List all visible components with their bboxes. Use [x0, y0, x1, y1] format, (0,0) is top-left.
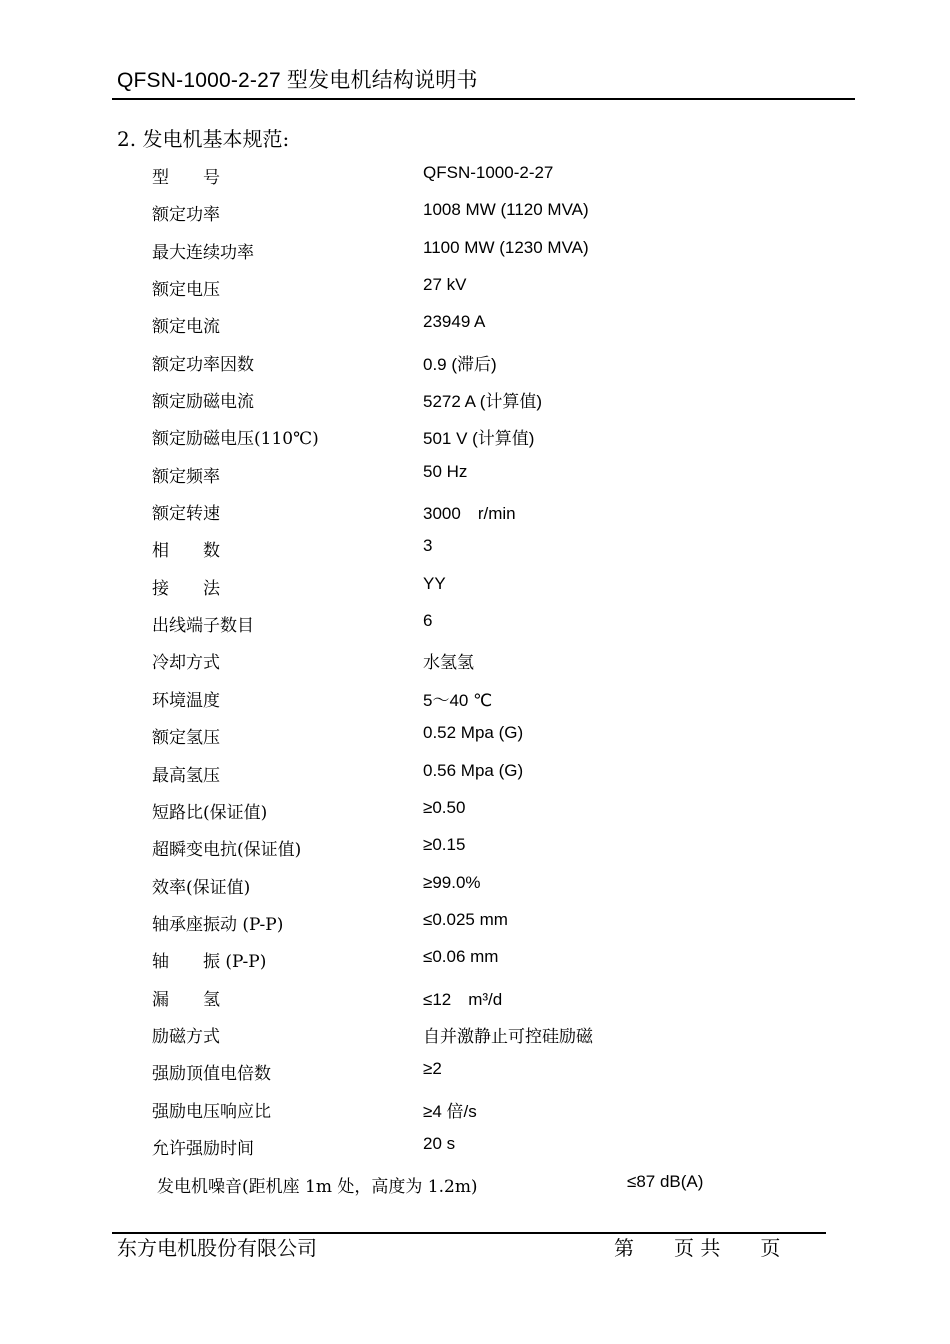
- spec-value: 5272 A (计算值): [423, 392, 543, 412]
- spec-value: ≥0.15: [423, 835, 466, 855]
- spec-value: YY: [423, 573, 446, 593]
- spec-value: 1008 MW (1120 MVA): [423, 200, 589, 220]
- spec-label: 出线端子数目: [152, 616, 254, 637]
- spec-value: 3: [423, 536, 433, 556]
- spec-label: 相 数: [152, 541, 220, 562]
- spec-value: ≤0.025 mm: [423, 909, 508, 929]
- spec-row: [152, 947, 852, 984]
- spec-value: ≥4 倍/s: [423, 1101, 477, 1121]
- spec-label: 额定电流: [152, 317, 220, 338]
- spec-label: 型 号: [152, 168, 220, 188]
- spec-value: 501 V (计算值): [423, 429, 535, 449]
- document-title: QFSN-1000-2-27 型发电机结构说明书: [117, 69, 478, 92]
- spec-row: [152, 611, 852, 648]
- spec-value: QFSN-1000-2-27: [423, 163, 554, 182]
- spec-label: 额定氢压: [152, 728, 220, 749]
- spec-row: [152, 798, 852, 835]
- spec-value: 23949 A: [423, 312, 486, 332]
- spec-label: 环境温度: [152, 690, 220, 711]
- spec-label: 漏 氢: [152, 989, 220, 1010]
- spec-label: 冷却方式: [152, 653, 220, 674]
- spec-row: [152, 1022, 852, 1059]
- spec-value: ≤12 m³/d: [423, 989, 503, 1009]
- spec-row: [152, 499, 852, 536]
- spec-label: 额定励磁电压(110℃): [152, 429, 319, 450]
- spec-label: 轴承座振动 (P-P): [152, 914, 284, 935]
- spec-value: 1100 MW (1230 MVA): [423, 237, 589, 257]
- spec-value: 6: [423, 611, 433, 631]
- spec-row: [152, 910, 852, 947]
- spec-label: 允许强励时间: [152, 1138, 254, 1159]
- spec-value: 27 kV: [423, 275, 467, 295]
- spec-label: 额定电压: [152, 280, 220, 301]
- spec-label: 强励电压响应比: [152, 1101, 271, 1122]
- spec-value: ≥99.0%: [423, 872, 481, 892]
- spec-value: 水氢氢: [423, 653, 474, 673]
- footer-page-number: 第 页 共 页: [614, 1236, 781, 1260]
- spec-label: 轴 振 (P-P): [152, 952, 267, 973]
- spec-value: ≤87 dB(A): [627, 1172, 704, 1191]
- spec-value: 0.52 Mpa (G): [423, 723, 524, 743]
- spec-row: [152, 312, 852, 349]
- spec-row: [152, 350, 852, 387]
- spec-value: 自并激静止可控硅励磁: [423, 1026, 593, 1046]
- spec-label: 接 法: [152, 578, 220, 599]
- spec-label: 励磁方式: [152, 1026, 220, 1047]
- spec-row: [152, 873, 852, 910]
- spec-row: [152, 648, 852, 685]
- spec-row: [152, 1097, 852, 1134]
- spec-row: [152, 424, 852, 461]
- spec-label: 额定励磁电流: [152, 392, 254, 413]
- spec-value: 20 s: [423, 1133, 456, 1153]
- spec-row: [152, 686, 852, 723]
- spec-label: 短路比(保证值): [152, 802, 268, 823]
- spec-value: ≤0.06 mm: [423, 947, 499, 967]
- spec-row: [152, 163, 852, 200]
- spec-label: 效率(保证值): [152, 877, 251, 898]
- spec-value: 0.56 Mpa (G): [423, 760, 524, 780]
- spec-label: 发电机噪音(距机座 1m 处，高度为 1.2m): [157, 1177, 478, 1197]
- spec-label: 额定转速: [152, 504, 220, 525]
- spec-row: [152, 536, 852, 573]
- spec-row: [152, 985, 852, 1022]
- header-divider: [112, 98, 855, 100]
- spec-value: 50 Hz: [423, 461, 468, 481]
- spec-row: [152, 462, 852, 499]
- spec-row: [152, 723, 852, 760]
- spec-row: [152, 238, 852, 275]
- spec-row: [152, 761, 852, 798]
- spec-row: [152, 1059, 852, 1096]
- spec-label: 额定功率: [152, 205, 220, 226]
- section-heading: 2. 发电机基本规范:: [117, 127, 290, 151]
- spec-value: 5～40 ℃: [423, 690, 493, 710]
- spec-value: ≥0.50: [423, 797, 466, 817]
- footer-company: 东方电机股份有限公司: [117, 1236, 317, 1260]
- spec-row: [152, 835, 852, 872]
- spec-value: 3000 r/min: [423, 504, 516, 524]
- spec-row: [152, 387, 852, 424]
- spec-value: ≥2: [423, 1059, 442, 1079]
- spec-row: [152, 275, 852, 312]
- spec-label: 额定频率: [152, 466, 220, 487]
- spec-row: [152, 200, 852, 237]
- spec-value: 0.9 (滞后): [423, 354, 497, 374]
- spec-row: [152, 574, 852, 611]
- spec-label: 强励顶值电倍数: [152, 1064, 271, 1085]
- spec-label: 最大连续功率: [152, 242, 254, 263]
- spec-label: 超瞬变电抗(保证值): [152, 840, 302, 861]
- spec-row: [152, 1134, 852, 1171]
- spec-label: 额定功率因数: [152, 354, 254, 375]
- spec-list: [152, 163, 852, 1171]
- spec-label: 最高氢压: [152, 765, 220, 786]
